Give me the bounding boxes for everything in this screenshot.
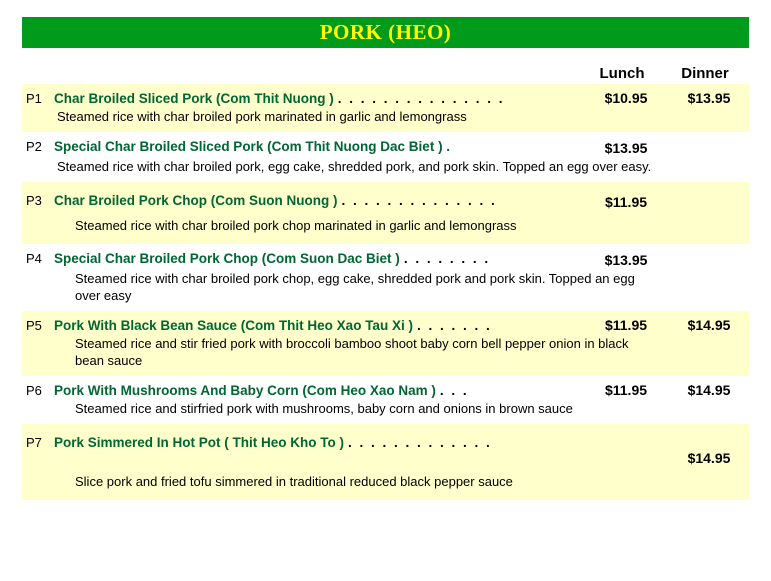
item-price-dinner: $14.95 bbox=[687, 317, 731, 333]
dot-leader: . . . . . . . . bbox=[403, 251, 491, 266]
dot-leader: . . . . . . . . . . . . . . bbox=[341, 193, 497, 208]
menu-item[interactable] bbox=[22, 376, 749, 424]
item-code: P3 bbox=[26, 193, 42, 208]
item-price-lunch: $10.95 bbox=[604, 90, 648, 106]
menu-item[interactable] bbox=[22, 424, 749, 500]
item-code: P4 bbox=[26, 251, 42, 266]
item-price-lunch: $13.95 bbox=[604, 252, 648, 268]
item-name: Char Broiled Pork Chop (Com Suon Nuong ) bbox=[54, 193, 338, 208]
item-description: Steamed rice with char broiled pork marinated in garlic and lemongrass bbox=[57, 109, 467, 124]
item-price-lunch: $11.95 bbox=[604, 194, 648, 210]
dot-leader: . . . . . . . . . . . . . bbox=[348, 435, 492, 450]
dot-leader: . . . . . . . bbox=[416, 318, 492, 333]
item-code: P6 bbox=[26, 383, 42, 398]
dot-leader: . . . bbox=[439, 383, 469, 398]
item-name: Special Char Broiled Sliced Pork (Com Thit Nuong Dac Biet ) . bbox=[54, 139, 451, 154]
menu-item[interactable] bbox=[22, 84, 749, 132]
dot-leader: . . . . . . . . . . . . . . . bbox=[337, 91, 505, 106]
item-price-lunch: $11.95 bbox=[604, 382, 648, 398]
menu-item-list bbox=[22, 84, 749, 500]
menu-item[interactable] bbox=[22, 311, 749, 376]
item-code: P2 bbox=[26, 139, 42, 154]
item-price-lunch: $11.95 bbox=[604, 317, 648, 333]
item-price-dinner: $14.95 bbox=[687, 450, 731, 466]
item-price-dinner: $13.95 bbox=[687, 90, 731, 106]
menu-item[interactable] bbox=[22, 182, 749, 244]
item-name: Pork Simmered In Hot Pot ( Thit Heo Kho To ) bbox=[54, 435, 344, 450]
item-description: Steamed rice with char broiled pork, egg cake, shredded pork, and pork skin. Topped an egg over easy. bbox=[57, 159, 652, 174]
column-header-dinner: Dinner bbox=[681, 65, 729, 82]
page-title: PORK (HEO) bbox=[319, 20, 452, 44]
item-name: Special Char Broiled Pork Chop (Com Suon Dac Biet ) bbox=[54, 251, 400, 266]
item-description: Steamed rice with char broiled pork chop marinated in garlic and lemongrass bbox=[75, 218, 517, 233]
item-description: Slice pork and fried tofu simmered in traditional reduced black pepper sauce bbox=[75, 474, 513, 489]
item-name: Pork With Mushrooms And Baby Corn (Com Heo Xao Nam ) bbox=[54, 383, 436, 398]
item-name: Char Broiled Sliced Pork (Com Thit Nuong ) bbox=[54, 91, 334, 106]
menu-page bbox=[0, 17, 771, 581]
item-price-lunch: $13.95 bbox=[604, 140, 648, 156]
menu-section-header bbox=[22, 17, 749, 48]
column-header-lunch: Lunch bbox=[599, 65, 645, 82]
item-code: P5 bbox=[26, 318, 42, 333]
menu-item[interactable] bbox=[22, 244, 749, 311]
item-description: Steamed rice and stirfried pork with mushrooms, baby corn and onions in brown sauce bbox=[75, 401, 573, 416]
item-price-dinner: $14.95 bbox=[687, 382, 731, 398]
menu-item[interactable] bbox=[22, 132, 749, 182]
item-code: P7 bbox=[26, 435, 42, 450]
column-headers bbox=[22, 48, 749, 82]
item-name: Pork With Black Bean Sauce (Com Thit Heo Xao Tau Xi ) bbox=[54, 318, 413, 333]
item-code: P1 bbox=[26, 91, 42, 106]
item-description: Steamed rice and stir fried pork with broccoli bamboo shoot baby corn bell pepper onion in black bean sauce bbox=[75, 336, 629, 368]
item-description: Steamed rice with char broiled pork chop, egg cake, shredded pork and pork skin. Topped an egg over easy bbox=[75, 271, 635, 303]
